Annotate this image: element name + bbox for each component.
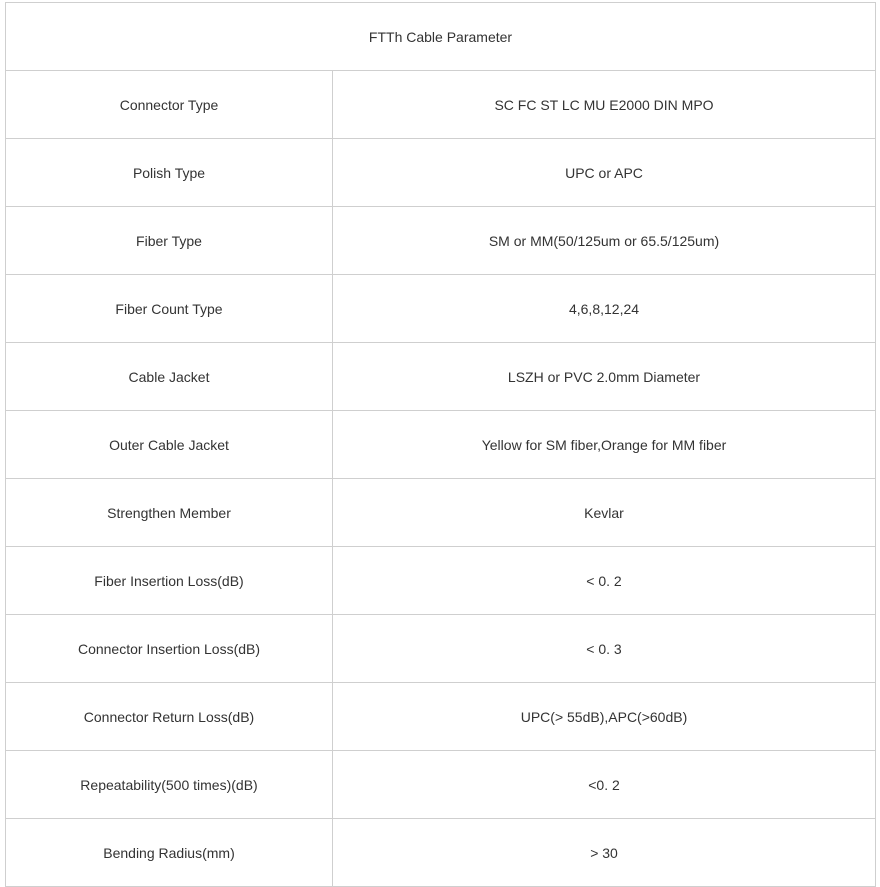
table-row: [6, 343, 876, 411]
row-value: Kevlar: [333, 479, 876, 547]
table-body: [6, 3, 876, 887]
table-row: [6, 411, 876, 479]
row-label: Fiber Insertion Loss(dB): [6, 547, 333, 615]
row-label: Connector Type: [6, 71, 333, 139]
row-label: Repeatability(500 times)(dB): [6, 751, 333, 819]
table-row: [6, 547, 876, 615]
table-row: [6, 207, 876, 275]
row-label: Fiber Count Type: [6, 275, 333, 343]
table-row: [6, 139, 876, 207]
row-value: < 0. 2: [333, 547, 876, 615]
table-title-row: [6, 3, 876, 71]
row-value: UPC or APC: [333, 139, 876, 207]
row-value: <0. 2: [333, 751, 876, 819]
row-label: Cable Jacket: [6, 343, 333, 411]
row-value: Yellow for SM fiber,Orange for MM fiber: [333, 411, 876, 479]
table-row: [6, 819, 876, 887]
row-label: Strengthen Member: [6, 479, 333, 547]
table-title: FTTh Cable Parameter: [6, 3, 876, 71]
table-row: [6, 615, 876, 683]
ftth-parameter-table: [5, 2, 876, 887]
table-row: [6, 751, 876, 819]
row-value: SM or MM(50/125um or 65.5/125um): [333, 207, 876, 275]
table-row: [6, 71, 876, 139]
row-label: Connector Return Loss(dB): [6, 683, 333, 751]
row-label: Bending Radius(mm): [6, 819, 333, 887]
row-value: > 30: [333, 819, 876, 887]
table-row: [6, 479, 876, 547]
row-value: 4,6,8,12,24: [333, 275, 876, 343]
table-row: [6, 275, 876, 343]
row-label: Polish Type: [6, 139, 333, 207]
row-value: UPC(> 55dB),APC(>60dB): [333, 683, 876, 751]
row-label: Fiber Type: [6, 207, 333, 275]
row-value: LSZH or PVC 2.0mm Diameter: [333, 343, 876, 411]
row-label: Connector Insertion Loss(dB): [6, 615, 333, 683]
row-label: Outer Cable Jacket: [6, 411, 333, 479]
row-value: < 0. 3: [333, 615, 876, 683]
table-row: [6, 683, 876, 751]
row-value: SC FC ST LC MU E2000 DIN MPO: [333, 71, 876, 139]
